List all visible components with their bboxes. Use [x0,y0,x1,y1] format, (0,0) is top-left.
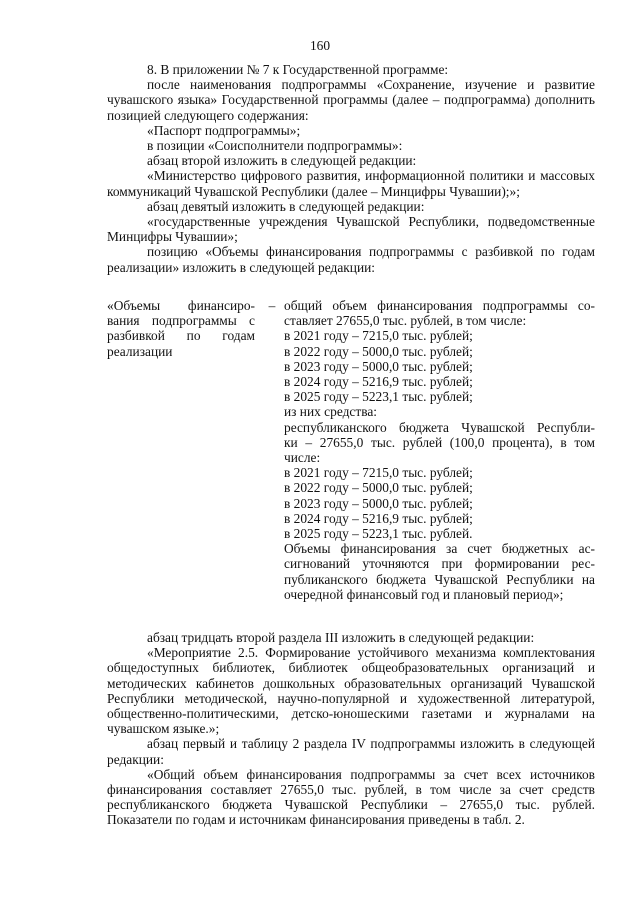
outro-section [107,630,595,828]
funding-table-content [284,298,595,602]
paragraph-section-3: абзац тридцать второй раздела III изложить в следующей редакции: [147,630,535,645]
content-line: в 2022 году – 5000,0 тыс. рублей; [284,343,473,359]
content-line: в 2025 году – 5223,1 тыс. рублей. [284,526,473,542]
paragraph-passport: «Паспорт подпрограммы»; [147,122,301,138]
content-line: публиканского бюджета Чувашской Республики на [284,571,595,587]
label-line: вания подпрограммы с [107,313,255,329]
content-line: ки – 27655,0 тыс. рублей (100,0 процента), в том [284,434,595,450]
content-line: республиканского бюджета Чувашской Республи- [284,419,595,435]
content-line: ставляет 27655,0 тыс. рублей, в том числе: [284,313,527,329]
label-line: «Объемы финансиро- [107,298,255,313]
content-line: в 2024 году – 5216,9 тыс. рублей; [284,510,473,526]
table-dash: – [268,298,276,313]
paragraph-measure-2-5: «Мероприятие 2.5. Формирование устойчивого механизма комплектования общедоступных библиотек, библиотек общеобразовательных организаций и методических кабинетов дошкольных образовательных организаций Чувашской Республики методической, научно-популярной и художественной литературой, общественно-политическими, детско-юношескими газетами и журналами на чувашском языке.»; [107,645,595,737]
paragraph-ninth-abzac: абзац девятый изложить в следующей редакции: [147,198,425,214]
content-line: общий объем финансирования подпрограммы со- [284,298,595,313]
content-line: в 2021 году – 7215,0 тыс. рублей; [284,465,473,481]
paragraph-item-8: 8. В приложении № 7 к Государственной программе: [147,62,449,77]
paragraph-funding-position: позицию «Объемы финансирования подпрограммы с разбивкой по годам реализации» изложить в следующей редакции: [107,244,595,275]
funding-table-label [107,298,255,359]
content-line: числе: [284,450,321,466]
content-line: в 2025 году – 5223,1 тыс. рублей; [284,389,473,405]
content-line: в 2024 году – 5216,9 тыс. рублей; [284,374,473,390]
paragraph-coexecutors: в позиции «Соисполнители подпрограммы»: [147,138,403,154]
paragraph-state-institutions: «государственные учреждения Чувашской Республики, подведомственные Минцифры Чувашии»; [107,214,595,245]
paragraph-ministry: «Министерство цифрового развития, информационной политики и массовых коммуникаций Чувашской Республики (далее – Минцифры Чувашии);»; [107,168,595,199]
content-line: Объемы финансирования за счет бюджетных ас- [284,541,595,557]
page-number: 160 [309,38,331,53]
label-line: разбивкой по годам [107,328,255,344]
intro-section [107,62,595,275]
paragraph-total-funding: «Общий объем финансирования подпрограммы за счет всех источников финансирования составляет 27655,0 тыс. рублей, в том числе за счет средств республиканского бюджета Чувашской Республики – 27655,0 тыс. рублей. Показатели по годам и источникам финансирования приведены в табл. 2. [107,766,595,828]
label-line: реализации [107,343,173,359]
content-line: сигнований уточняются при формировании рес- [284,556,595,572]
content-line: в 2022 году – 5000,0 тыс. рублей; [284,480,473,496]
paragraph-section-4: абзац первый и таблицу 2 раздела IV подпрограммы изложить в следующей редакции: [107,736,595,767]
content-line: в 2023 году – 5000,0 тыс. рублей; [284,495,473,511]
paragraph-second-abzac: абзац второй изложить в следующей редакции: [147,153,417,169]
content-line: очередной финансовый год и плановый период»; [284,586,564,602]
content-line: из них средства: [284,404,378,420]
funding-table [107,298,595,618]
content-line: в 2021 году – 7215,0 тыс. рублей; [284,328,473,344]
paragraph-add-position: после наименования подпрограммы «Сохранение, изучение и развитие чувашского языка» Государственной программы (далее – подпрограмма) дополнить позицией следующего содержания: [107,77,595,123]
content-line: в 2023 году – 5000,0 тыс. рублей; [284,358,473,374]
